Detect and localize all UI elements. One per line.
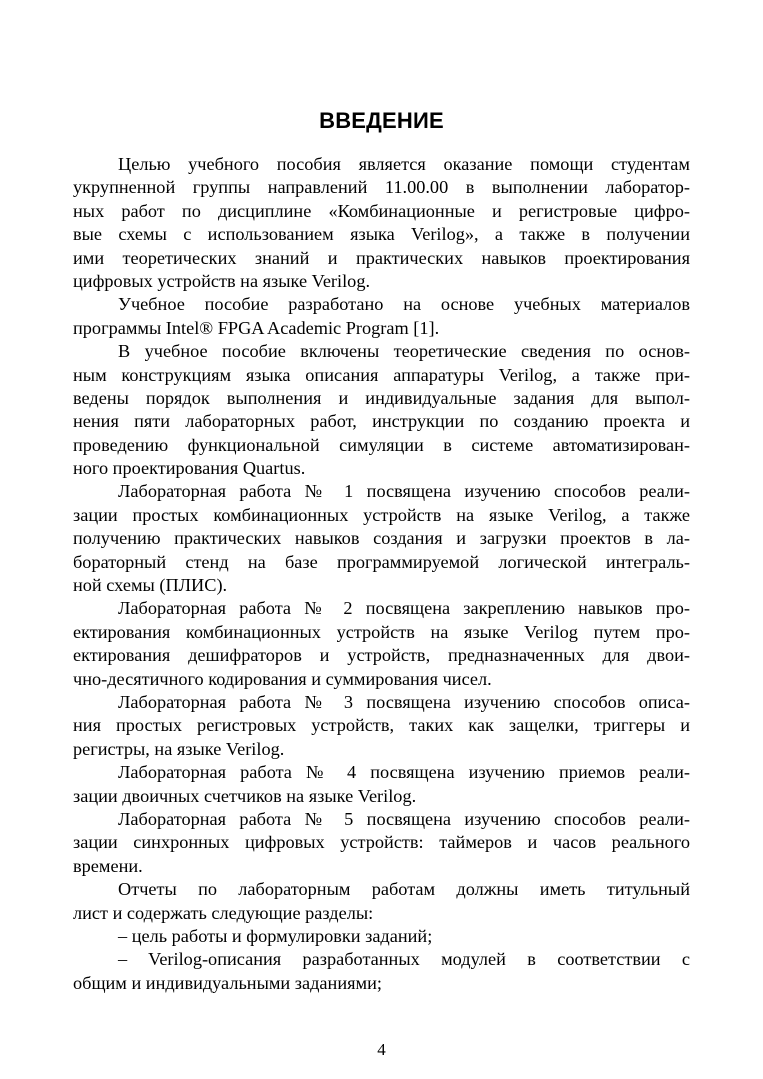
text-line: зации синхронных цифровых устройств: таймеров и часов реального bbox=[73, 832, 690, 853]
text-line: вые схемы с использованием языка Verilog», а также в получении bbox=[73, 224, 690, 245]
text-line: Лабораторная работа № 2 посвящена закреплению навыков про- bbox=[118, 598, 690, 619]
text-line: – Verilog-описания разработанных модулей в соответствии с bbox=[118, 949, 690, 970]
text-line: чно-десятичного кодирования и суммирования чисел. bbox=[73, 668, 492, 689]
text-line: ектирования комбинационных устройств на языке Verilog путем про- bbox=[73, 621, 690, 642]
text-line: ния простых регистровых устройств, таких как защелки, триггеры и bbox=[73, 715, 690, 736]
text-line: зации двоичных счетчиков на языке Verilog. bbox=[73, 785, 417, 806]
text-line: ным конструкциям языка описания аппаратуры Verilog, а также при- bbox=[73, 364, 690, 385]
text-line: получению практических навыков создания и загрузки проектов в ла- bbox=[73, 528, 690, 549]
text-line: В учебное пособие включены теоретические сведения по основ- bbox=[118, 341, 690, 362]
section-heading: ВВЕДЕНИЕ bbox=[319, 108, 444, 133]
text-line: укрупненной группы направлений 11.00.00 в выполнении лаборатор- bbox=[73, 177, 690, 198]
text-line: Учебное пособие разработано на основе учебных материалов bbox=[118, 294, 690, 315]
body-text bbox=[73, 153, 690, 995]
text-line: ных работ по дисциплине «Комбинационные и регистровые цифро- bbox=[73, 200, 690, 221]
text-line: ной схемы (ПЛИС). bbox=[73, 575, 228, 596]
text-line: Лабораторная работа № 3 посвящена изучению способов описа- bbox=[118, 691, 690, 712]
text-line: ими теоретических знаний и практических навыков проектирования bbox=[73, 247, 690, 268]
text-line: ектирования дешифраторов и устройств, предназначенных для двои- bbox=[73, 645, 690, 666]
text-line: ного проектирования Quartus. bbox=[73, 458, 306, 479]
text-line: Целью учебного пособия является оказание помощи студентам bbox=[118, 154, 690, 174]
text-line: времени. bbox=[73, 855, 143, 876]
text-line: нения пяти лабораторных работ, инструкции по созданию проекта и bbox=[73, 411, 690, 432]
text-line: бораторный стенд на базе программируемой логической интеграль- bbox=[73, 551, 690, 572]
text-line: Отчеты по лабораторным работам должны иметь титульный bbox=[118, 879, 690, 900]
text-line: регистры, на языке Verilog. bbox=[73, 738, 285, 759]
text-line: ведены порядок выполнения и индивидуальные задания для выпол- bbox=[73, 387, 690, 408]
text-line: цифровых устройств на языке Verilog. bbox=[73, 270, 371, 291]
text-line: Лабораторная работа № 5 посвящена изучению способов реали- bbox=[118, 808, 690, 829]
text-line: общим и индивидуальными заданиями; bbox=[73, 972, 382, 993]
page-number: 4 bbox=[377, 1040, 386, 1059]
text-line: программы Intel® FPGA Academic Program [1]. bbox=[73, 317, 440, 338]
text-line: зации простых комбинационных устройств на языке Verilog, а также bbox=[73, 504, 690, 525]
text-line: Лабораторная работа № 1 посвящена изучению способов реали- bbox=[118, 481, 690, 502]
text-line: Лабораторная работа № 4 посвящена изучению приемов реали- bbox=[118, 762, 690, 783]
text-line: лист и содержать следующие разделы: bbox=[73, 902, 374, 923]
text-line: – цель работы и формулировки заданий; bbox=[118, 925, 433, 946]
text-line: проведению функциональной симуляции в системе автоматизирован- bbox=[73, 434, 690, 455]
